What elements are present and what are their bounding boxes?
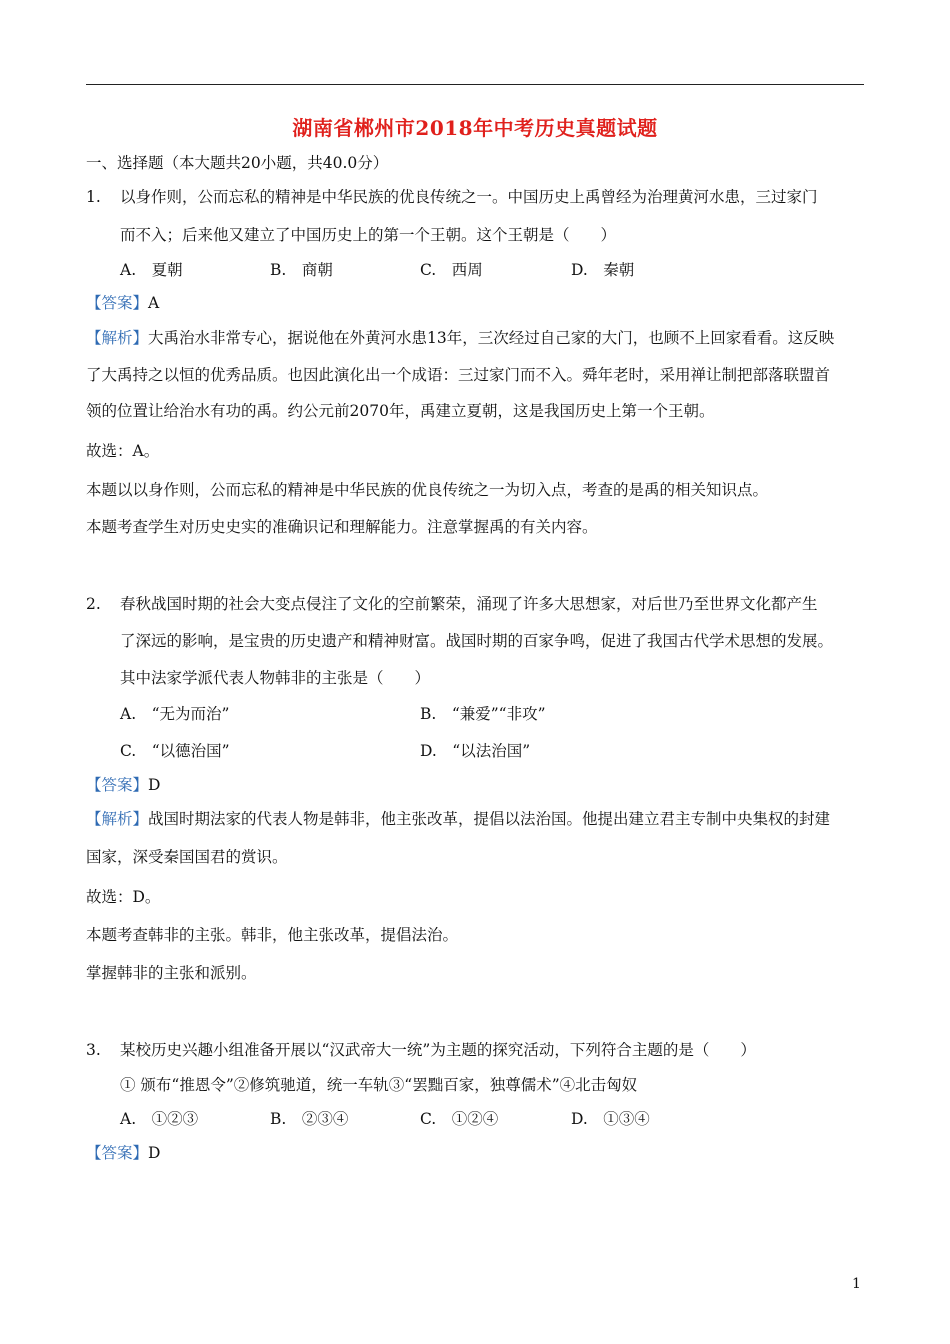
question-2-note-2: 掌握韩非的主张和派别。 bbox=[86, 964, 257, 982]
question-2-note-1: 本题考查韩非的主张。韩非，他主张改革，提倡法治。 bbox=[86, 926, 459, 944]
question-1-choice: 故选：A。 bbox=[86, 442, 160, 460]
section-heading: 一、选择题（本大题共20小题，共40.0分） bbox=[86, 154, 389, 172]
question-3-answer: 【答案】D bbox=[86, 1144, 161, 1162]
question-1-option-c: C. 西周 bbox=[420, 261, 483, 279]
question-1-analysis-line-3: 领的位置让给治水有功的禹。约公元前2070年，禹建立夏朝，这是我国历史上第一个王朝。 bbox=[86, 402, 715, 420]
question-1-number: 1. bbox=[86, 188, 101, 206]
page-number: 1 bbox=[852, 1276, 861, 1292]
page-title: 湖南省郴州市2018年中考历史真题试题 bbox=[292, 116, 658, 140]
question-3-line-2: ① 颁布“推恩令”②修筑驰道，统一车轨③“罢黜百家，独尊儒术”④北击匈奴 bbox=[120, 1076, 638, 1094]
question-2-line-2: 了深远的影响，是宝贵的历史遗产和精神财富。战国时期的百家争鸣，促进了我国古代学术思想的发展。 bbox=[120, 632, 834, 650]
question-1-option-a: A. 夏朝 bbox=[120, 261, 183, 279]
analysis-tag: 【解析】 bbox=[86, 329, 149, 347]
question-2-choice: 故选：D。 bbox=[86, 888, 161, 906]
question-3-option-b: B. ②③④ bbox=[270, 1110, 349, 1128]
question-1-line-2: 而不入；后来他又建立了中国历史上的第一个王朝。这个王朝是（ ） bbox=[120, 226, 617, 244]
question-2-line-1: 2. 春秋战国时期的社会大变点侵注了文化的空前繁荣，涌现了许多大思想家，对后世乃至世界文化都产生 bbox=[86, 595, 818, 613]
question-1-analysis-line-2: 了大禹持之以恒的优秀品质。也因此演化出一个成语：三过家门而不入。舜年老时，采用禅让制把部落联盟首 bbox=[86, 366, 831, 384]
question-2-option-a: A. “无为而治” bbox=[120, 705, 230, 723]
question-1-note-2: 本题考查学生对历史史实的准确识记和理解能力。注意掌握禹的有关内容。 bbox=[86, 518, 598, 536]
question-1-line-1: 1. 以身作则，公而忘私的精神是中华民族的优良传统之一。中国历史上禹曾经为治理黄河水患，三过家门 bbox=[86, 188, 818, 206]
question-3-option-c: C. ①②④ bbox=[420, 1110, 499, 1128]
question-1-option-b: B. 商朝 bbox=[270, 261, 333, 279]
question-2-analysis-line-1: 【解析】战国时期法家的代表人物是韩非，他主张改革，提倡以法治国。他提出建立君主专制中央集权的封建 bbox=[86, 810, 831, 828]
question-1-answer: 【答案】A bbox=[86, 294, 160, 312]
question-3-option-a: A. ①②③ bbox=[120, 1110, 199, 1128]
question-2-answer: 【答案】D bbox=[86, 776, 161, 794]
question-1-analysis-line-1: 【解析】大禹治水非常专心，据说他在外黄河水患13年，三次经过自己家的大门，也顾不上回家看看。这反映 bbox=[86, 329, 835, 347]
question-3-line-1: 3. 某校历史兴趣小组准备开展以“汉武帝大一统”为主题的探究活动，下列符合主题的是（ ） bbox=[86, 1041, 756, 1059]
question-2-option-c: C. “以德治国” bbox=[120, 742, 230, 760]
question-2-option-d: D. “以法治国” bbox=[420, 742, 531, 760]
question-2-option-b: B. “兼爱”“非攻” bbox=[420, 705, 546, 723]
answer-tag: 【答案】 bbox=[86, 776, 149, 794]
question-1-note-1: 本题以以身作则，公而忘私的精神是中华民族的优良传统之一为切入点，考查的是禹的相关知识点。 bbox=[86, 481, 769, 499]
question-3-number: 3. bbox=[86, 1041, 101, 1059]
question-3-option-d: D. ①③④ bbox=[571, 1110, 650, 1128]
question-2-number: 2. bbox=[86, 595, 101, 613]
question-2-analysis-line-2: 国家，深受秦国国君的赏识。 bbox=[86, 848, 288, 866]
answer-tag: 【答案】 bbox=[86, 294, 149, 312]
analysis-tag: 【解析】 bbox=[86, 810, 149, 828]
header-rule bbox=[86, 84, 864, 85]
question-2-line-3: 其中法家学派代表人物韩非的主张是（ ） bbox=[120, 669, 431, 687]
answer-tag: 【答案】 bbox=[86, 1144, 149, 1162]
question-1-option-d: D. 秦朝 bbox=[571, 261, 635, 279]
